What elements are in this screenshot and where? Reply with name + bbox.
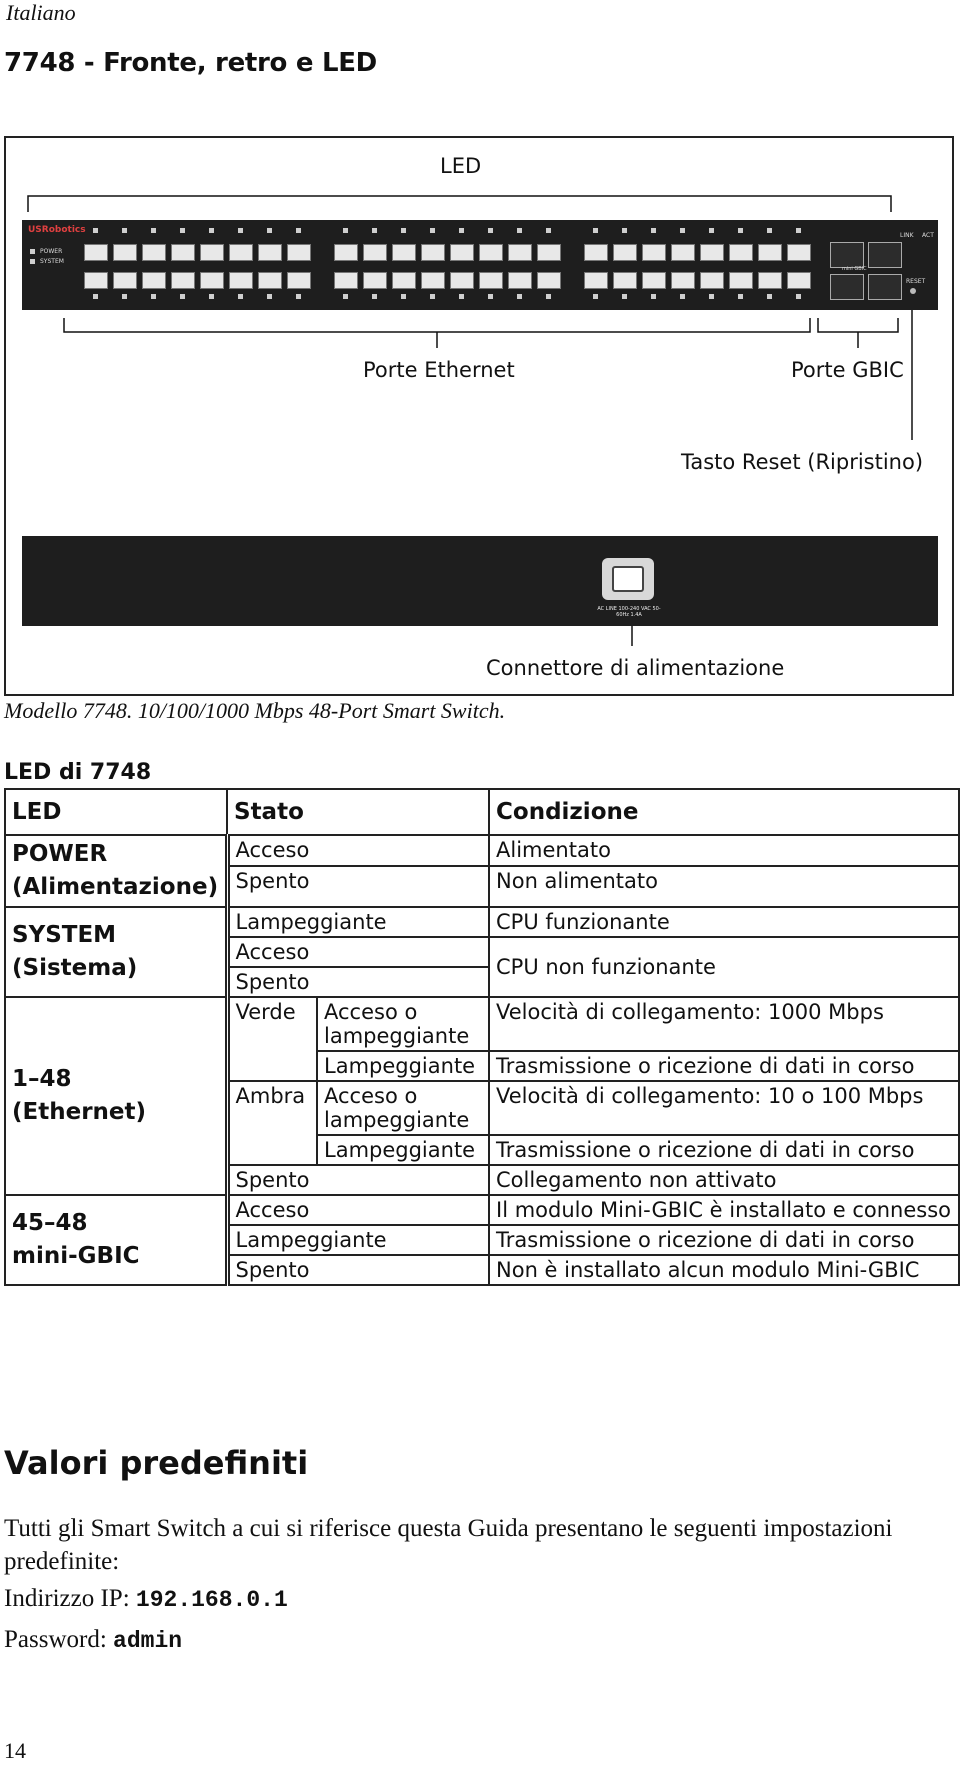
col-led: LED (5, 789, 227, 835)
state-cell: Acceso o lampeggiante (317, 997, 489, 1051)
port-led (93, 228, 98, 233)
state-cell: Acceso (227, 835, 489, 866)
ethernet-port (392, 272, 416, 289)
password-line (4, 1623, 944, 1658)
ip-value: 192.168.0.1 (135, 1587, 288, 1613)
state-cell: Acceso (227, 937, 489, 967)
gbic-slot-47 (830, 274, 864, 300)
ethernet-port (671, 272, 695, 289)
power-led (30, 249, 35, 254)
port-led (151, 294, 156, 299)
led-table-heading: LED di 7748 (4, 760, 152, 785)
port-led (767, 294, 772, 299)
color-cell: Verde (227, 997, 317, 1081)
port-led (622, 228, 627, 233)
ethernet-port (642, 272, 666, 289)
port-led (401, 294, 406, 299)
ethernet-port (113, 272, 137, 289)
ethernet-port (584, 244, 608, 261)
defaults-intro: Tutti gli Smart Switch a cui si riferisce questa Guida presentano le seguenti impostazioni predefinite: (4, 1515, 893, 1575)
port-led (680, 294, 685, 299)
port-led (459, 294, 464, 299)
ethernet-port (700, 244, 724, 261)
condition-cell: CPU non funzionante (489, 937, 959, 997)
condition-cell: Trasmissione o ricezione di dati in corso (489, 1135, 959, 1165)
ethernet-port (584, 272, 608, 289)
reset-button-callout: Tasto Reset (Ripristino) (681, 450, 924, 474)
port-led (209, 228, 214, 233)
port-led (296, 228, 301, 233)
ethernet-ports-callout: Porte Ethernet (363, 358, 515, 382)
led-gbic-name: 45–48 (12, 1210, 88, 1236)
port-led (796, 294, 801, 299)
port-led (593, 294, 598, 299)
port-led (680, 228, 685, 233)
power-connector (602, 558, 654, 600)
ethernet-port (171, 244, 195, 261)
port-led (372, 294, 377, 299)
gbic-ports-callout: Porte GBIC (791, 358, 904, 382)
reset-button[interactable] (910, 288, 916, 294)
led-ethernet (5, 997, 227, 1195)
port-led (122, 294, 127, 299)
condition-cell: Velocità di collegamento: 1000 Mbps (489, 997, 959, 1051)
led-gbic (5, 1195, 227, 1285)
ethernet-port (258, 272, 282, 289)
model-caption-text: Modello 7748. 10/100/1000 Mbps 48-Port Smart Switch. (4, 698, 506, 723)
ethernet-port (508, 272, 532, 289)
language-label: Italiano (6, 0, 76, 25)
led-power-name: POWER (12, 841, 108, 867)
system-led-label: SYSTEM (40, 258, 64, 265)
system-led (30, 259, 35, 264)
ethernet-port (392, 244, 416, 261)
ethernet-port (450, 244, 474, 261)
color-cell: Ambra (227, 1081, 317, 1165)
port-led (180, 294, 185, 299)
state-cell: Spento (227, 1165, 489, 1195)
ethernet-port (642, 244, 666, 261)
state-cell: Spento (227, 1255, 489, 1285)
col-stato: Stato (227, 789, 489, 835)
port-led (151, 228, 156, 233)
state-cell: Acceso o lampeggiante (317, 1081, 489, 1135)
state-cell: Lampeggiante (317, 1051, 489, 1081)
ethernet-port (84, 244, 108, 261)
ethernet-port (258, 244, 282, 261)
page-number: 14 (4, 1738, 26, 1763)
table-header-row (5, 789, 959, 835)
gbic-slot-45 (830, 242, 864, 268)
port-led (651, 228, 656, 233)
figure-caption (4, 698, 505, 724)
table-row (5, 907, 959, 937)
led-power (5, 835, 227, 907)
port-led (651, 294, 656, 299)
state-cell: Spento (227, 866, 489, 907)
ethernet-port (363, 272, 387, 289)
gbic-slot-46 (868, 242, 902, 268)
port-led (546, 294, 551, 299)
state-cell: Spento (227, 967, 489, 997)
port-led (546, 228, 551, 233)
port-led (738, 228, 743, 233)
port-led (343, 228, 348, 233)
power-socket-icon (612, 566, 644, 592)
port-led (401, 228, 406, 233)
ethernet-port (171, 272, 195, 289)
state-cell: Lampeggiante (317, 1135, 489, 1165)
ethernet-port (334, 244, 358, 261)
ethernet-port (537, 244, 561, 261)
port-led (767, 228, 772, 233)
ethernet-port (729, 244, 753, 261)
ethernet-port (508, 244, 532, 261)
port-led (343, 294, 348, 299)
ethernet-port (700, 272, 724, 289)
port-led (267, 228, 272, 233)
port-led (738, 294, 743, 299)
port-led (593, 228, 598, 233)
defaults-body (4, 1512, 944, 1658)
led-callout: LED (440, 154, 482, 178)
condition-cell: Non alimentato (489, 866, 959, 907)
ethernet-port (142, 244, 166, 261)
ethernet-port (363, 244, 387, 261)
ethernet-port (729, 272, 753, 289)
condition-cell: Il modulo Mini-GBIC è installato e connesso (489, 1195, 959, 1225)
port-led (238, 228, 243, 233)
act-label: ACT (922, 232, 934, 239)
port-led (122, 228, 127, 233)
ethernet-port (200, 244, 224, 261)
power-led-label: POWER (40, 248, 63, 255)
ethernet-port (200, 272, 224, 289)
led-table (4, 788, 960, 1286)
power-rating-label: AC LINE 100-240 VAC 50-60Hz 1.4A (597, 606, 661, 618)
ethernet-port (421, 244, 445, 261)
ethernet-port (787, 272, 811, 289)
table-row (5, 835, 959, 866)
rear-panel (22, 536, 938, 626)
led-ethernet-name: 1–48 (12, 1066, 72, 1092)
table-row (5, 1195, 959, 1225)
port-led (796, 228, 801, 233)
col-condizione: Condizione (489, 789, 959, 835)
password-value: admin (113, 1628, 183, 1654)
ethernet-port (334, 272, 358, 289)
brand-logo: USRobotics (28, 225, 86, 235)
condition-cell: Non è installato alcun modulo Mini-GBIC (489, 1255, 959, 1285)
port-led (709, 294, 714, 299)
led-system-sub: (Sistema) (12, 955, 138, 981)
ethernet-port (421, 272, 445, 289)
port-led (622, 294, 627, 299)
condition-cell: Trasmissione o ricezione di dati in corso (489, 1051, 959, 1081)
ethernet-port (229, 272, 253, 289)
port-led (430, 294, 435, 299)
port-led (93, 294, 98, 299)
led-gbic-sub: mini-GBIC (12, 1243, 140, 1269)
defaults-heading: Valori predefiniti (4, 1444, 309, 1482)
led-ethernet-sub: (Ethernet) (12, 1099, 147, 1125)
condition-cell: CPU funzionante (489, 907, 959, 937)
ethernet-port (450, 272, 474, 289)
port-led (430, 228, 435, 233)
port-led (238, 294, 243, 299)
port-led (488, 228, 493, 233)
ip-line (4, 1582, 944, 1617)
condition-cell: Velocità di collegamento: 10 o 100 Mbps (489, 1081, 959, 1135)
ethernet-port (613, 272, 637, 289)
led-power-sub: (Alimentazione) (12, 874, 219, 900)
ethernet-port (758, 272, 782, 289)
gbic-label: mini GBIC (842, 266, 867, 272)
condition-cell: Trasmissione o ricezione di dati in corso (489, 1225, 959, 1255)
ethernet-port (287, 272, 311, 289)
port-led (517, 228, 522, 233)
ethernet-port (613, 244, 637, 261)
ethernet-port (229, 244, 253, 261)
ethernet-port (758, 244, 782, 261)
ethernet-port (479, 272, 503, 289)
password-label: Password: (4, 1626, 107, 1653)
port-led (372, 228, 377, 233)
table-row (5, 997, 959, 1051)
port-led (180, 228, 185, 233)
power-connector-callout: Connettore di alimentazione (486, 656, 785, 680)
link-label: LINK (900, 232, 914, 239)
port-led (459, 228, 464, 233)
state-cell: Lampeggiante (227, 907, 489, 937)
port-led (709, 228, 714, 233)
ethernet-port (787, 244, 811, 261)
state-cell: Acceso (227, 1195, 489, 1225)
ethernet-port (84, 272, 108, 289)
condition-cell: Collegamento non attivato (489, 1165, 959, 1195)
ethernet-port (142, 272, 166, 289)
reset-label: RESET (906, 278, 926, 285)
ethernet-port (537, 272, 561, 289)
port-led (488, 294, 493, 299)
state-cell: Lampeggiante (227, 1225, 489, 1255)
ethernet-port (479, 244, 503, 261)
ethernet-port (113, 244, 137, 261)
ip-label: Indirizzo IP: (4, 1585, 130, 1612)
port-led (209, 294, 214, 299)
condition-cell: Alimentato (489, 835, 959, 866)
led-system-name: SYSTEM (12, 922, 117, 948)
page-title: 7748 - Fronte, retro e LED (4, 48, 377, 78)
gbic-slot-48 (868, 274, 902, 300)
port-led (517, 294, 522, 299)
port-led (267, 294, 272, 299)
ethernet-port (671, 244, 695, 261)
led-system (5, 907, 227, 997)
front-panel (22, 220, 938, 310)
ethernet-port (287, 244, 311, 261)
port-led (296, 294, 301, 299)
